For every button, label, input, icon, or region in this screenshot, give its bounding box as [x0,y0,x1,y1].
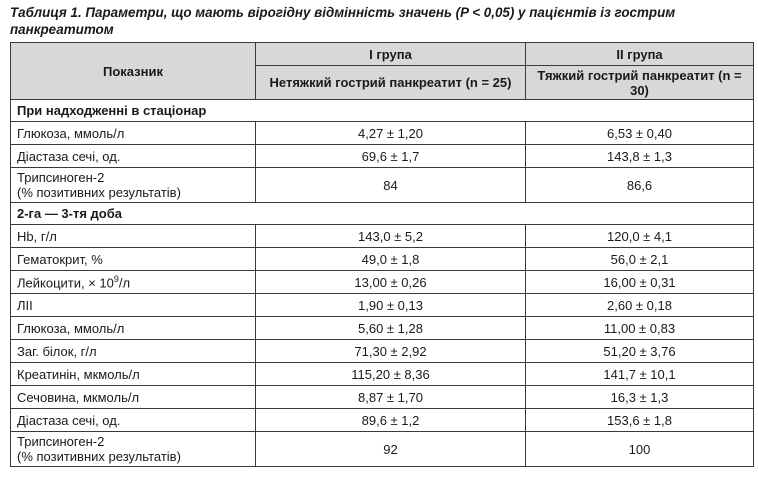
indicator-cell [11,271,256,294]
group1-value: 143,0 ± 5,2 [256,225,526,248]
group2-value: 120,0 ± 4,1 [526,225,754,248]
group1-value: 8,87 ± 1,70 [256,386,526,409]
table-row [11,317,754,340]
header-group2-sub: Тяжкий гострий панкреатит (n = 30) [526,66,754,100]
indicator-cell [11,409,256,432]
indicator-exponent: 9 [113,273,119,284]
group1-value: 115,20 ± 8,36 [256,363,526,386]
section-row [11,203,754,225]
indicator-name: ЛІІ [17,297,33,313]
table-row [11,271,754,294]
group2-value: 51,20 ± 3,76 [526,340,754,363]
indicator-name: Hb, г/л [17,228,57,244]
indicator-name: Діастаза сечі, од. [17,412,121,428]
group2-value: 141,7 ± 10,1 [526,363,754,386]
group1-value: 4,27 ± 1,20 [256,122,526,145]
indicator-cell [11,248,256,271]
header-group1-sub: Нетяжкий гострий панкреатит (n = 25) [256,66,526,100]
table-row [11,340,754,363]
group1-value: 92 [256,432,526,467]
section-title: При надходженні в стаціонар [11,100,754,122]
group2-value: 16,00 ± 0,31 [526,271,754,294]
indicator-name: Заг. білок, г/л [17,343,97,359]
table-row [11,363,754,386]
indicator-name: Глюкоза, ммоль/л [17,125,125,141]
group2-value: 16,3 ± 1,3 [526,386,754,409]
section-row [11,100,754,122]
header-group2: II група [526,43,754,66]
section-title: 2-га — 3-тя доба [11,203,754,225]
group1-value: 71,30 ± 2,92 [256,340,526,363]
table-row [11,248,754,271]
indicator-name: Діастаза сечі, од. [17,148,121,164]
indicator-cell [11,317,256,340]
group2-value: 6,53 ± 0,40 [526,122,754,145]
indicator-cell [11,386,256,409]
table-row [11,294,754,317]
indicator-note: (% позитивних результатів) [17,449,181,464]
indicator-cell [11,122,256,145]
group2-value: 153,6 ± 1,8 [526,409,754,432]
group2-value: 11,00 ± 0,83 [526,317,754,340]
group1-value: 84 [256,168,526,203]
results-table [10,42,754,467]
group1-value: 49,0 ± 1,8 [256,248,526,271]
header-row-groups [11,43,754,66]
group2-value: 86,6 [526,168,754,203]
table-row [11,168,754,203]
indicator-unit-tail: /л [118,275,131,291]
table-row [11,145,754,168]
indicator-note: (% позитивних результатів) [17,185,181,200]
group1-value: 69,6 ± 1,7 [256,145,526,168]
table-caption: Таблиця 1. Параметри, що мають вірогідну відмінність значень (P < 0,05) у пацієнтів із гострим панкреатитом [10,5,676,37]
group2-value: 56,0 ± 2,1 [526,248,754,271]
indicator-name: Глюкоза, ммоль/л [17,320,125,336]
table-row [11,409,754,432]
indicator-name: Креатинін, мкмоль/л [17,366,140,382]
indicator-name: Гематокрит, % [17,251,103,267]
indicator-cell [11,363,256,386]
group1-value: 89,6 ± 1,2 [256,409,526,432]
indicator-cell [11,225,256,248]
indicator-name: Трипсиноген-2 [17,434,105,449]
indicator-name: Трипсиноген-2 [17,170,105,185]
indicator-name: Лейкоцити, × 10 [17,275,114,291]
indicator-cell [11,168,256,203]
table-row [11,122,754,145]
group2-value: 143,8 ± 1,3 [526,145,754,168]
indicator-cell [11,294,256,317]
header-group1: I група [256,43,526,66]
table-row [11,432,754,467]
group2-value: 2,60 ± 0,18 [526,294,754,317]
indicator-cell [11,340,256,363]
group1-value: 5,60 ± 1,28 [256,317,526,340]
group2-value: 100 [526,432,754,467]
indicator-cell [11,432,256,467]
header-indicator: Показник [11,43,256,100]
table-row [11,225,754,248]
indicator-cell [11,145,256,168]
group1-value: 1,90 ± 0,13 [256,294,526,317]
group1-value: 13,00 ± 0,26 [256,271,526,294]
table-row [11,386,754,409]
indicator-name: Сечовина, мкмоль/л [17,389,140,405]
